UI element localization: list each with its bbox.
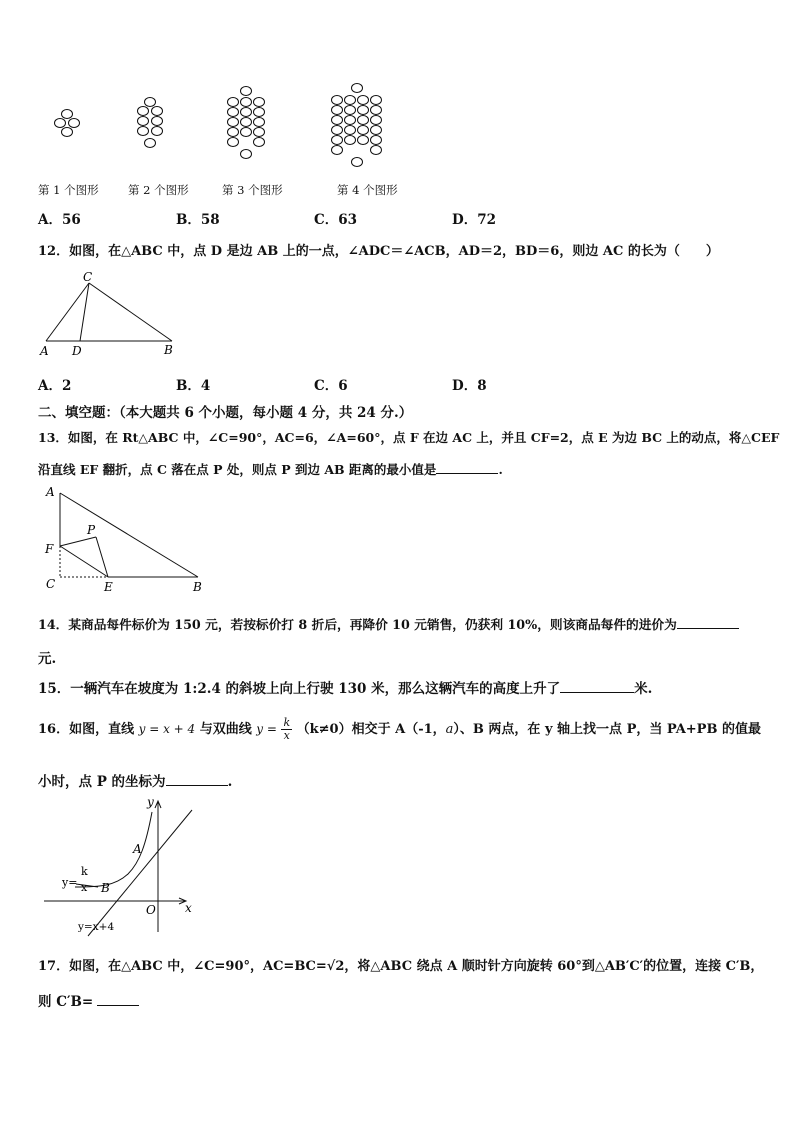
- pattern-1: [55, 110, 80, 137]
- pattern-2: [138, 98, 163, 148]
- origin-label: O: [146, 903, 156, 917]
- q11-option-c: C．63: [314, 212, 358, 228]
- caption-3: 第 3 个图形: [222, 183, 283, 197]
- q16-part-1: 16．如图，直线: [38, 722, 135, 737]
- caption-4: 第 4 个图形: [337, 183, 398, 197]
- hyperbola-label-k: k: [81, 865, 88, 878]
- q13-line-2-end: .: [498, 462, 503, 477]
- q17-line-1: 17．如图，在△ABC 中，∠C=90°，AC=BC=√2，将△ABC 绕点 A 顺时针方向旋转 60°到△AB′C′的位置，连接 C′B，: [38, 959, 764, 974]
- q15-answer-blank[interactable]: [560, 678, 634, 693]
- x-axis-label: x: [185, 901, 192, 915]
- caption-1: 第 1 个图形: [38, 183, 99, 197]
- point-a-label: A: [133, 842, 142, 856]
- q16-answer-blank[interactable]: [166, 771, 228, 786]
- pattern-3: [228, 87, 265, 159]
- section-2-heading: 二、填空题：（本大题共 6 个小题，每小题 4 分，共 24 分.）: [38, 405, 413, 421]
- q14-line-1-text: 14．某商品每件标价为 150 元，若按标价打 8 折后，再降价 10 元销售，仍获利 10%，则该商品每件的进价为: [38, 617, 677, 632]
- q16-line-2: [38, 770, 232, 790]
- q12-stem: 12．如图，在△ABC 中，点 D 是边 AB 上的一点，∠ADC＝∠ACB，AD＝2，BD＝6，则边 AC 的长为（ ）: [38, 244, 719, 259]
- q16-a: a: [445, 722, 454, 737]
- q14-answer-blank[interactable]: [677, 614, 739, 629]
- q14-line-1: [38, 614, 739, 633]
- q12-option-c: C．6: [314, 378, 348, 394]
- q12-figure: [36, 268, 186, 358]
- q16-part-3: （k≠0）相交于 A（-1，: [296, 722, 446, 737]
- fraction-denominator: x: [283, 729, 290, 742]
- q16-line-1: [38, 717, 761, 742]
- q13-line-2: [38, 459, 503, 478]
- q16-fraction: [281, 717, 292, 742]
- q16-hyperbola-left: y =: [256, 722, 277, 736]
- q16-line-2-end: .: [227, 774, 233, 790]
- hyperbola-label-x: x: [81, 881, 88, 894]
- q11-option-d: D．72: [452, 212, 496, 228]
- hyperbola-label: y=: [62, 876, 78, 889]
- q17-line-2: [38, 990, 139, 1010]
- q16-line-equation: y = x + 4: [138, 722, 196, 736]
- y-axis-label: y: [147, 795, 154, 809]
- q13-line-1: 13．如图，在 Rt△ABC 中，∠C=90°，AC=6，∠A=60°，点 F 在边 AC 上，并且 CF=2，点 E 为边 BC 上的动点，将△CEF: [38, 430, 780, 445]
- q15-end: 米.: [634, 681, 653, 697]
- fraction-numerator: k: [283, 716, 291, 729]
- q16-line-2-text: 小时，点 P 的坐标为: [38, 774, 166, 790]
- q16-figure: [40, 792, 210, 942]
- line-label: y=x+4: [78, 921, 115, 933]
- point-b-label: B: [101, 881, 110, 895]
- q12-option-b: B．4: [176, 378, 211, 394]
- q12-option-d: D．8: [452, 378, 487, 394]
- label-b: B: [164, 343, 173, 357]
- label-f: F: [45, 542, 54, 556]
- q17-line-2-text: 则 C′B=: [38, 994, 94, 1010]
- q15-text: 15．一辆汽车在坡度为 1:2.4 的斜坡上向上行驶 130 米，那么这辆汽车的高度上升了: [38, 681, 561, 697]
- label-d: D: [72, 344, 82, 358]
- label-a: A: [40, 344, 49, 358]
- pattern-4: [332, 84, 382, 167]
- q17-answer-blank[interactable]: [97, 991, 139, 1006]
- label-c: C: [46, 577, 56, 591]
- label-p: P: [87, 523, 96, 537]
- q15-line: [38, 677, 652, 697]
- q11-option-b: B．58: [176, 212, 220, 228]
- caption-2: 第 2 个图形: [128, 183, 189, 197]
- q13-answer-blank[interactable]: [436, 459, 498, 474]
- q16-part-4: ）、B 两点，在 y 轴上找一点 P，当 PA+PB 的值最: [453, 722, 761, 737]
- q11-figure: [40, 80, 420, 180]
- q13-line-2-text: 沿直线 EF 翻折，点 C 落在点 P 处，则点 P 到边 AB 距离的最小值是: [38, 462, 437, 477]
- q16-part-2: 与双曲线: [199, 722, 252, 737]
- q14-line-2: 元.: [38, 651, 57, 667]
- label-a: A: [46, 485, 55, 499]
- q11-option-a: A．56: [38, 212, 81, 228]
- q13-figure: [40, 482, 215, 597]
- q12-option-a: A．2: [38, 378, 72, 394]
- label-e: E: [104, 580, 113, 594]
- label-c: C: [83, 270, 93, 284]
- label-b: B: [193, 580, 202, 594]
